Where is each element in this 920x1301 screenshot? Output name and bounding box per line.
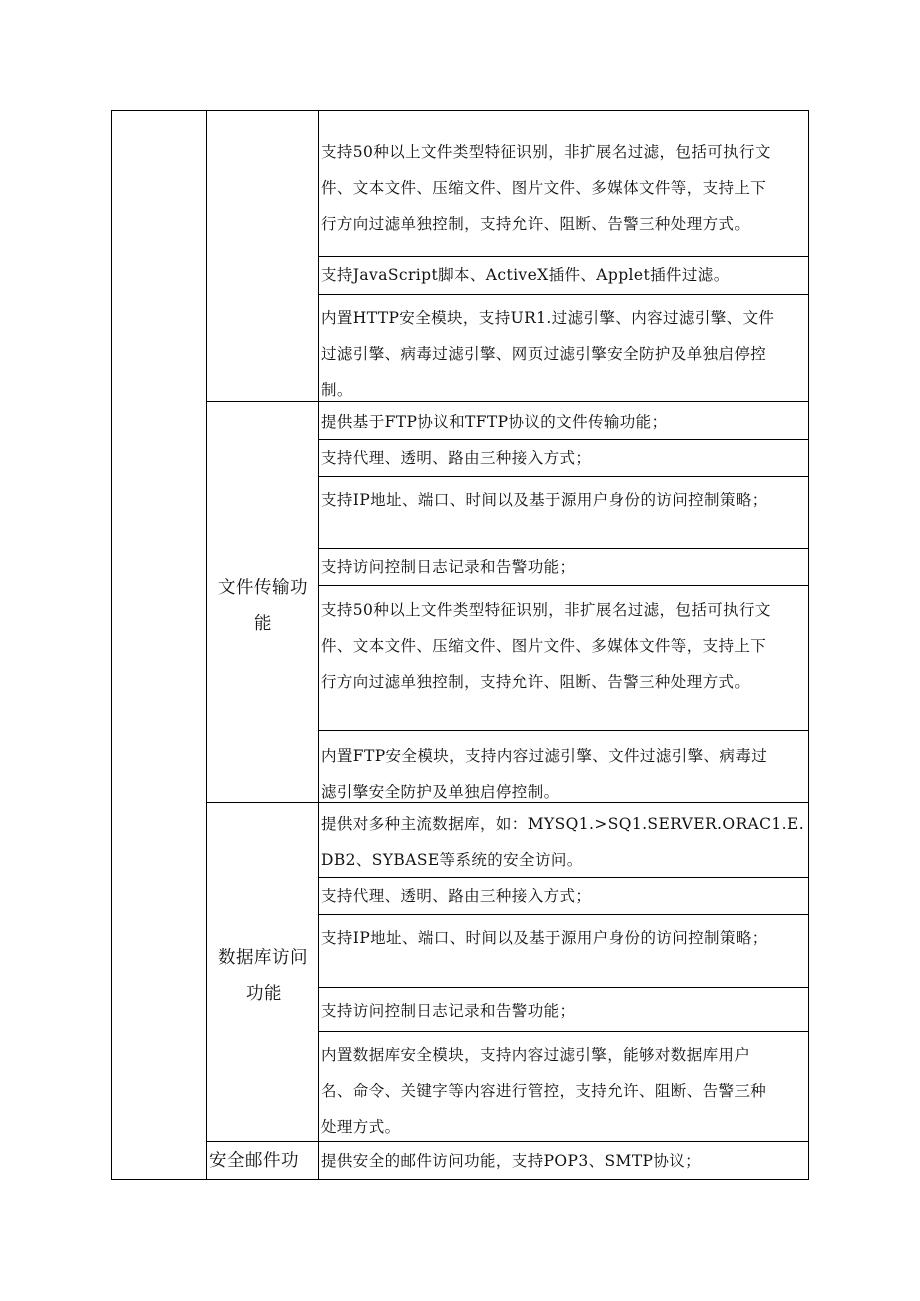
cell-line: 制。: [321, 381, 353, 399]
cell-line: 行方向过滤单独控制，支持允许、阻断、告警三种处理方式。: [321, 215, 751, 233]
cell-line: 提供对多种主流数据库，如：MYSQ1.>SQ1.SERVER.ORAC1.E.: [321, 815, 805, 833]
content-cell: [321, 404, 667, 440]
cell-line: 提供基于FTP协议和TFTP协议的文件传输功能；: [321, 413, 668, 431]
content-cell: [321, 592, 771, 700]
content-cell: [321, 257, 730, 293]
content-cell: [321, 878, 591, 914]
cell-line: 支持代理、透明、路由三种接入方式；: [321, 887, 592, 905]
content-cell: [321, 134, 771, 242]
category-line: 数据库访问: [218, 948, 308, 968]
cell-line: 提供安全的邮件访问功能，支持POP3、SMTP协议；: [321, 1152, 702, 1170]
table-top-border: [111, 110, 809, 111]
row-separator: [318, 476, 809, 477]
cell-line: 支持代理、透明、路由三种接入方式；: [321, 449, 592, 467]
category-database-access: [218, 940, 308, 1012]
cell-line: 名、命令、关键字等内容进行管控，支持允许、阻断、告警三种: [321, 1082, 767, 1100]
cell-line: 支持IP地址、端口、时间以及基于源用户身份的访问控制策略；: [321, 491, 768, 509]
cell-line: 支持访问控制日志记录和告警功能；: [321, 558, 576, 576]
row-separator: [318, 730, 809, 731]
row-separator: [318, 1031, 809, 1032]
cell-line: 件、文本文件、压缩文件、图片文件、多媒体文件等，支持上下: [321, 179, 767, 197]
content-cell: [321, 549, 575, 585]
content-cell: [321, 1143, 701, 1179]
cell-line: 支持IP地址、端口、时间以及基于源用户身份的访问控制策略；: [321, 929, 768, 947]
cell-line: 过滤引擎、病毒过滤引擎、网页过滤引擎安全防护及单独启停控: [321, 345, 767, 363]
category-line: 文件传输功: [218, 578, 308, 598]
cell-line: 件、文本文件、压缩文件、图片文件、多媒体文件等，支持上下: [321, 637, 767, 655]
cell-line: DB2、SYBASE等系统的安全访问。: [321, 851, 583, 869]
content-cell: [321, 482, 768, 518]
cell-line: 支持JavaScript脚本、ActiveX插件、Applet插件过滤。: [321, 266, 730, 284]
content-cell: [321, 806, 804, 878]
content-cell: [321, 300, 774, 408]
cell-line: 支持50种以上文件类型特征识别，非扩展名过滤，包括可执行文: [321, 143, 771, 161]
cell-line: 处理方式。: [321, 1118, 401, 1136]
cell-line: 支持50种以上文件类型特征识别，非扩展名过滤，包括可执行文: [321, 601, 771, 619]
content-cell: [321, 920, 768, 956]
content-cell: [321, 1037, 766, 1145]
category-line: 功能: [246, 984, 282, 1004]
row-separator: [318, 294, 809, 295]
row-separator: [318, 987, 809, 988]
cell-line: 滤引擎安全防护及单独启停控制。: [321, 783, 560, 801]
category-secure-mail: [209, 1143, 299, 1179]
category-line: 能: [254, 614, 272, 634]
category-line: 安全邮件功: [209, 1151, 299, 1171]
table-right-border: [808, 110, 809, 1180]
row-separator: [318, 914, 809, 915]
content-cell: [321, 738, 767, 810]
column-divider-1: [206, 110, 207, 1180]
content-cell: [321, 440, 591, 476]
cell-line: 内置数据库安全模块，支持内容过滤引擎，能够对数据库用户: [321, 1046, 751, 1064]
cell-line: 支持访问控制日志记录和告警功能；: [321, 1002, 576, 1020]
cell-line: 内置FTP安全模块，支持内容过滤引擎、文件过滤引擎、病毒过: [321, 747, 768, 765]
row-separator: [318, 585, 809, 586]
column-divider-2: [318, 110, 319, 1180]
table-left-border: [111, 110, 112, 1180]
cell-line: 内置HTTP安全模块，支持UR1.过滤引擎、内容过滤引擎、文件: [321, 309, 775, 327]
category-file-transfer: [218, 570, 308, 642]
content-cell: [321, 993, 575, 1029]
table-bottom-border: [111, 1179, 809, 1180]
cell-line: 行方向过滤单独控制，支持允许、阻断、告警三种处理方式。: [321, 673, 751, 691]
